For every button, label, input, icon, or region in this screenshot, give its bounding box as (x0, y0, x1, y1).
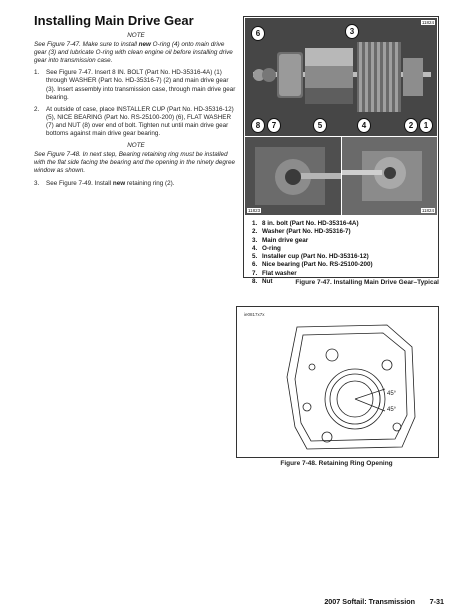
case-illustration-left (245, 137, 341, 215)
legend-item: 7. Flat washer (252, 269, 297, 277)
legend-item: 3. Main drive gear (252, 236, 309, 244)
legend-item: 6. Nice bearing (Part No. RS-25100-200) (252, 261, 373, 269)
case-illustration-right (342, 137, 437, 215)
legend-item: 4. O-ring (252, 244, 281, 252)
footer-title: 2007 Softail: Transmission (324, 597, 415, 606)
legend-item: 5. Installer cup (Part No. HD-35316-12) (252, 253, 369, 261)
callout-3: 3 (345, 24, 359, 39)
drive-gear-photo (245, 18, 437, 136)
note-label: NOTE (127, 142, 145, 150)
callout-7: 7 (267, 118, 281, 133)
step-text: See Figure 7-47. Insert 8 IN. BOLT (Part No. HD-35316-4A) (1) through WASHER (Part No. HD-35316-7) (2) and main drive gear (3). Insert assembly into transmission case, through main drive gear bearing. (46, 69, 236, 101)
step-text: See Figure 7-49. Install new retaining ring (2). (46, 179, 175, 187)
step-number: 2. (34, 105, 40, 113)
callout-8: 8 (251, 118, 265, 133)
figure-code: 11824 (421, 20, 434, 25)
callout-2: 2 (404, 118, 418, 133)
angle-label: 45° (387, 407, 397, 413)
step-3 (34, 180, 238, 188)
figure-code: 11824 (421, 208, 434, 213)
instruction-column (34, 32, 238, 192)
legend-item: 8. Nut (252, 278, 273, 286)
figure-7-48-caption: Figure 7-48. Retaining Ring Opening (280, 460, 393, 467)
angle-label: 45° (387, 391, 397, 397)
page-number: 7-31 (429, 597, 444, 606)
figure-code: 11823 (248, 208, 261, 213)
callout-1: 1 (419, 118, 433, 133)
callout-5: 5 (313, 118, 327, 133)
figure-7-48 (236, 306, 439, 458)
legend-item: 1. 8 in. bolt (Part No. HD-35316-4A) (252, 220, 359, 227)
retaining-ring-diagram (237, 307, 438, 457)
figure-legend (252, 220, 432, 286)
note-text: See Figure 7-48. In next step, Bearing retaining ring must be installed with the flat side facing the bearing and the opening in the ninety degree window as shown. (34, 151, 235, 175)
case-photo-left (245, 137, 341, 215)
step-2 (34, 106, 238, 138)
figure-code: ie0817x7x (244, 312, 265, 317)
note-label: NOTE (127, 32, 145, 39)
step-text: At outside of case, place INSTALLER CUP (Part No. HD-35316-12) (5), NICE BEARING (Part No. RS-25100-200) (6), FLAT WASHER (7) and NUT (8) over end of bolt. Tighten nut until main drive gear bottoms against main drive gear bearing. (46, 105, 234, 138)
case-photo-right (342, 137, 437, 215)
step-1 (34, 69, 238, 101)
legend-item: 2. Washer (Part No. HD-35316-7) (252, 228, 351, 236)
callout-4: 4 (357, 118, 371, 133)
note-text: See Figure 7-47. Make sure to install new O-ring (4) onto main drive gear (3) and lubricate O-ring with clean engine oil before installing drive gear into transmission case. (34, 41, 233, 65)
page-title: Installing Main Drive Gear (34, 13, 194, 28)
callout-6: 6 (251, 26, 265, 41)
figure-7-47-caption: Figure 7-47. Installing Main Drive Gear–Typical (295, 279, 439, 286)
step-number: 1. (34, 69, 40, 77)
step-number: 3. (34, 179, 40, 187)
